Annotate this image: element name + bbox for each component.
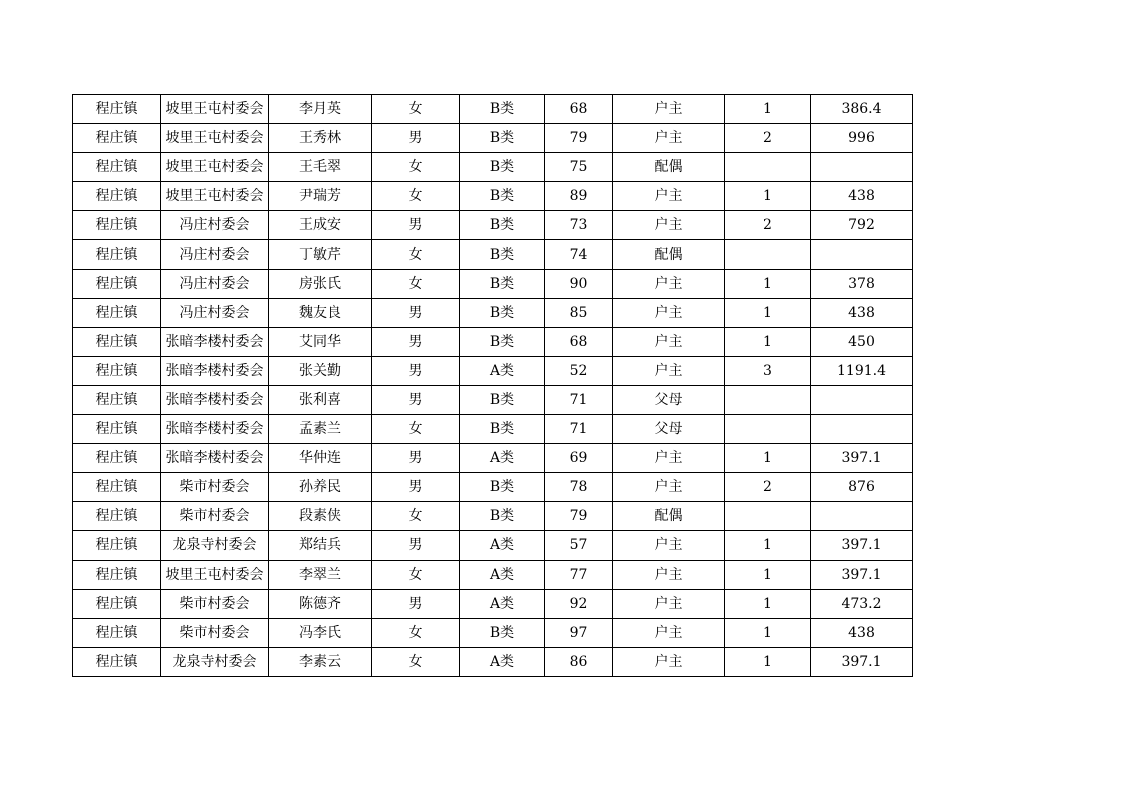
cell-village: 张暗李楼村委会 bbox=[161, 356, 269, 385]
cell-town: 程庄镇 bbox=[73, 124, 161, 153]
cell-household-size bbox=[725, 502, 811, 531]
cell-age: 71 bbox=[545, 385, 613, 414]
cell-gender: 男 bbox=[372, 473, 460, 502]
cell-gender: 男 bbox=[372, 589, 460, 618]
cell-town: 程庄镇 bbox=[73, 182, 161, 211]
cell-relation: 配偶 bbox=[613, 502, 725, 531]
cell-relation: 户主 bbox=[613, 182, 725, 211]
cell-amount: 438 bbox=[811, 182, 913, 211]
cell-age: 79 bbox=[545, 502, 613, 531]
cell-category: B类 bbox=[460, 618, 545, 647]
cell-town: 程庄镇 bbox=[73, 647, 161, 676]
cell-village: 张暗李楼村委会 bbox=[161, 444, 269, 473]
cell-category: A类 bbox=[460, 589, 545, 618]
cell-village: 坡里王屯村委会 bbox=[161, 153, 269, 182]
cell-village: 柴市村委会 bbox=[161, 473, 269, 502]
cell-amount: 473.2 bbox=[811, 589, 913, 618]
cell-village: 张暗李楼村委会 bbox=[161, 415, 269, 444]
cell-name: 张利喜 bbox=[269, 385, 372, 414]
cell-gender: 男 bbox=[372, 356, 460, 385]
cell-name: 华仲连 bbox=[269, 444, 372, 473]
cell-relation: 户主 bbox=[613, 531, 725, 560]
cell-household-size: 1 bbox=[725, 182, 811, 211]
cell-category: B类 bbox=[460, 385, 545, 414]
cell-amount: 438 bbox=[811, 298, 913, 327]
cell-village: 冯庄村委会 bbox=[161, 240, 269, 269]
cell-category: B类 bbox=[460, 415, 545, 444]
cell-gender: 女 bbox=[372, 415, 460, 444]
cell-village: 冯庄村委会 bbox=[161, 298, 269, 327]
cell-village: 柴市村委会 bbox=[161, 502, 269, 531]
cell-relation: 户主 bbox=[613, 444, 725, 473]
cell-category: B类 bbox=[460, 502, 545, 531]
cell-household-size: 1 bbox=[725, 589, 811, 618]
cell-category: B类 bbox=[460, 473, 545, 502]
cell-age: 89 bbox=[545, 182, 613, 211]
cell-gender: 女 bbox=[372, 647, 460, 676]
cell-household-size: 1 bbox=[725, 269, 811, 298]
cell-village: 坡里王屯村委会 bbox=[161, 124, 269, 153]
cell-relation: 配偶 bbox=[613, 153, 725, 182]
cell-household-size: 1 bbox=[725, 647, 811, 676]
cell-relation: 户主 bbox=[613, 95, 725, 124]
cell-gender: 男 bbox=[372, 327, 460, 356]
cell-amount: 450 bbox=[811, 327, 913, 356]
cell-household-size: 2 bbox=[725, 124, 811, 153]
cell-category: B类 bbox=[460, 124, 545, 153]
cell-relation: 户主 bbox=[613, 327, 725, 356]
cell-gender: 男 bbox=[372, 211, 460, 240]
table-row bbox=[73, 211, 913, 240]
cell-village: 冯庄村委会 bbox=[161, 269, 269, 298]
cell-gender: 女 bbox=[372, 153, 460, 182]
cell-amount: 397.1 bbox=[811, 444, 913, 473]
cell-town: 程庄镇 bbox=[73, 502, 161, 531]
cell-name: 魏友良 bbox=[269, 298, 372, 327]
cell-household-size bbox=[725, 385, 811, 414]
cell-name: 孟素兰 bbox=[269, 415, 372, 444]
cell-name: 孙养民 bbox=[269, 473, 372, 502]
cell-relation: 户主 bbox=[613, 618, 725, 647]
cell-name: 王成安 bbox=[269, 211, 372, 240]
cell-town: 程庄镇 bbox=[73, 327, 161, 356]
cell-name: 李月英 bbox=[269, 95, 372, 124]
cell-household-size: 1 bbox=[725, 327, 811, 356]
table-row bbox=[73, 385, 913, 414]
cell-town: 程庄镇 bbox=[73, 385, 161, 414]
cell-household-size: 2 bbox=[725, 211, 811, 240]
cell-village: 张暗李楼村委会 bbox=[161, 385, 269, 414]
cell-village: 龙泉寺村委会 bbox=[161, 531, 269, 560]
cell-name: 房张氏 bbox=[269, 269, 372, 298]
cell-name: 艾同华 bbox=[269, 327, 372, 356]
cell-category: B类 bbox=[460, 153, 545, 182]
cell-household-size: 1 bbox=[725, 444, 811, 473]
cell-relation: 户主 bbox=[613, 269, 725, 298]
cell-amount: 792 bbox=[811, 211, 913, 240]
cell-town: 程庄镇 bbox=[73, 473, 161, 502]
cell-category: B类 bbox=[460, 182, 545, 211]
table-row bbox=[73, 240, 913, 269]
table-row bbox=[73, 531, 913, 560]
cell-name: 李素云 bbox=[269, 647, 372, 676]
cell-category: A类 bbox=[460, 560, 545, 589]
table-body bbox=[73, 95, 913, 677]
table-row bbox=[73, 269, 913, 298]
cell-gender: 女 bbox=[372, 502, 460, 531]
cell-age: 78 bbox=[545, 473, 613, 502]
cell-village: 龙泉寺村委会 bbox=[161, 647, 269, 676]
cell-amount bbox=[811, 240, 913, 269]
cell-town: 程庄镇 bbox=[73, 415, 161, 444]
cell-gender: 男 bbox=[372, 531, 460, 560]
cell-category: B类 bbox=[460, 327, 545, 356]
table-row bbox=[73, 589, 913, 618]
cell-age: 86 bbox=[545, 647, 613, 676]
cell-amount bbox=[811, 153, 913, 182]
table-row bbox=[73, 618, 913, 647]
cell-relation: 父母 bbox=[613, 415, 725, 444]
cell-town: 程庄镇 bbox=[73, 531, 161, 560]
cell-category: B类 bbox=[460, 95, 545, 124]
cell-relation: 户主 bbox=[613, 647, 725, 676]
cell-relation: 户主 bbox=[613, 124, 725, 153]
cell-age: 75 bbox=[545, 153, 613, 182]
cell-age: 90 bbox=[545, 269, 613, 298]
cell-town: 程庄镇 bbox=[73, 356, 161, 385]
cell-relation: 父母 bbox=[613, 385, 725, 414]
table-row bbox=[73, 327, 913, 356]
table-row bbox=[73, 298, 913, 327]
cell-age: 68 bbox=[545, 327, 613, 356]
cell-household-size: 1 bbox=[725, 95, 811, 124]
cell-name: 丁敏芹 bbox=[269, 240, 372, 269]
cell-category: B类 bbox=[460, 240, 545, 269]
cell-village: 坡里王屯村委会 bbox=[161, 560, 269, 589]
cell-name: 李翠兰 bbox=[269, 560, 372, 589]
cell-category: A类 bbox=[460, 356, 545, 385]
cell-town: 程庄镇 bbox=[73, 211, 161, 240]
cell-village: 张暗李楼村委会 bbox=[161, 327, 269, 356]
cell-household-size bbox=[725, 240, 811, 269]
cell-age: 52 bbox=[545, 356, 613, 385]
table-row bbox=[73, 153, 913, 182]
cell-household-size bbox=[725, 153, 811, 182]
cell-amount: 378 bbox=[811, 269, 913, 298]
cell-household-size: 1 bbox=[725, 298, 811, 327]
cell-category: A类 bbox=[460, 647, 545, 676]
table-row bbox=[73, 502, 913, 531]
cell-gender: 男 bbox=[372, 298, 460, 327]
cell-town: 程庄镇 bbox=[73, 589, 161, 618]
cell-town: 程庄镇 bbox=[73, 618, 161, 647]
cell-age: 74 bbox=[545, 240, 613, 269]
cell-age: 73 bbox=[545, 211, 613, 240]
cell-category: A类 bbox=[460, 444, 545, 473]
cell-household-size: 1 bbox=[725, 560, 811, 589]
cell-amount bbox=[811, 502, 913, 531]
cell-amount: 397.1 bbox=[811, 647, 913, 676]
cell-household-size: 1 bbox=[725, 531, 811, 560]
cell-town: 程庄镇 bbox=[73, 240, 161, 269]
cell-village: 坡里王屯村委会 bbox=[161, 182, 269, 211]
cell-category: B类 bbox=[460, 269, 545, 298]
table-row bbox=[73, 647, 913, 676]
cell-household-size: 3 bbox=[725, 356, 811, 385]
cell-gender: 女 bbox=[372, 269, 460, 298]
cell-gender: 女 bbox=[372, 618, 460, 647]
cell-amount: 438 bbox=[811, 618, 913, 647]
cell-age: 97 bbox=[545, 618, 613, 647]
cell-village: 柴市村委会 bbox=[161, 618, 269, 647]
cell-name: 段素侠 bbox=[269, 502, 372, 531]
cell-age: 85 bbox=[545, 298, 613, 327]
cell-town: 程庄镇 bbox=[73, 444, 161, 473]
cell-age: 57 bbox=[545, 531, 613, 560]
cell-household-size: 2 bbox=[725, 473, 811, 502]
table-row bbox=[73, 560, 913, 589]
cell-name: 尹瑞芳 bbox=[269, 182, 372, 211]
cell-household-size bbox=[725, 415, 811, 444]
table-row bbox=[73, 473, 913, 502]
cell-gender: 男 bbox=[372, 385, 460, 414]
cell-name: 王秀林 bbox=[269, 124, 372, 153]
cell-town: 程庄镇 bbox=[73, 95, 161, 124]
table-row bbox=[73, 356, 913, 385]
cell-village: 柴市村委会 bbox=[161, 589, 269, 618]
cell-town: 程庄镇 bbox=[73, 269, 161, 298]
cell-category: A类 bbox=[460, 531, 545, 560]
cell-age: 79 bbox=[545, 124, 613, 153]
cell-gender: 男 bbox=[372, 444, 460, 473]
cell-age: 68 bbox=[545, 95, 613, 124]
cell-age: 69 bbox=[545, 444, 613, 473]
cell-gender: 女 bbox=[372, 95, 460, 124]
cell-amount bbox=[811, 385, 913, 414]
cell-relation: 户主 bbox=[613, 211, 725, 240]
cell-age: 77 bbox=[545, 560, 613, 589]
cell-age: 71 bbox=[545, 415, 613, 444]
table-row bbox=[73, 415, 913, 444]
cell-village: 冯庄村委会 bbox=[161, 211, 269, 240]
cell-gender: 女 bbox=[372, 560, 460, 589]
cell-name: 王毛翠 bbox=[269, 153, 372, 182]
cell-age: 92 bbox=[545, 589, 613, 618]
cell-relation: 户主 bbox=[613, 473, 725, 502]
cell-relation: 配偶 bbox=[613, 240, 725, 269]
table-row bbox=[73, 182, 913, 211]
cell-category: B类 bbox=[460, 298, 545, 327]
cell-name: 张关勤 bbox=[269, 356, 372, 385]
cell-relation: 户主 bbox=[613, 298, 725, 327]
cell-amount: 386.4 bbox=[811, 95, 913, 124]
cell-amount: 876 bbox=[811, 473, 913, 502]
cell-category: B类 bbox=[460, 211, 545, 240]
cell-amount: 397.1 bbox=[811, 560, 913, 589]
cell-town: 程庄镇 bbox=[73, 560, 161, 589]
cell-household-size: 1 bbox=[725, 618, 811, 647]
cell-relation: 户主 bbox=[613, 589, 725, 618]
cell-gender: 女 bbox=[372, 182, 460, 211]
table-row bbox=[73, 444, 913, 473]
cell-name: 郑结兵 bbox=[269, 531, 372, 560]
cell-relation: 户主 bbox=[613, 560, 725, 589]
cell-village: 坡里王屯村委会 bbox=[161, 95, 269, 124]
cell-gender: 女 bbox=[372, 240, 460, 269]
cell-name: 陈德齐 bbox=[269, 589, 372, 618]
cell-amount: 996 bbox=[811, 124, 913, 153]
data-table bbox=[72, 94, 913, 677]
table-row bbox=[73, 124, 913, 153]
cell-amount: 397.1 bbox=[811, 531, 913, 560]
cell-amount bbox=[811, 415, 913, 444]
cell-amount: 1191.4 bbox=[811, 356, 913, 385]
cell-gender: 男 bbox=[372, 124, 460, 153]
cell-name: 冯李氏 bbox=[269, 618, 372, 647]
cell-town: 程庄镇 bbox=[73, 153, 161, 182]
table-row bbox=[73, 95, 913, 124]
cell-town: 程庄镇 bbox=[73, 298, 161, 327]
cell-relation: 户主 bbox=[613, 356, 725, 385]
